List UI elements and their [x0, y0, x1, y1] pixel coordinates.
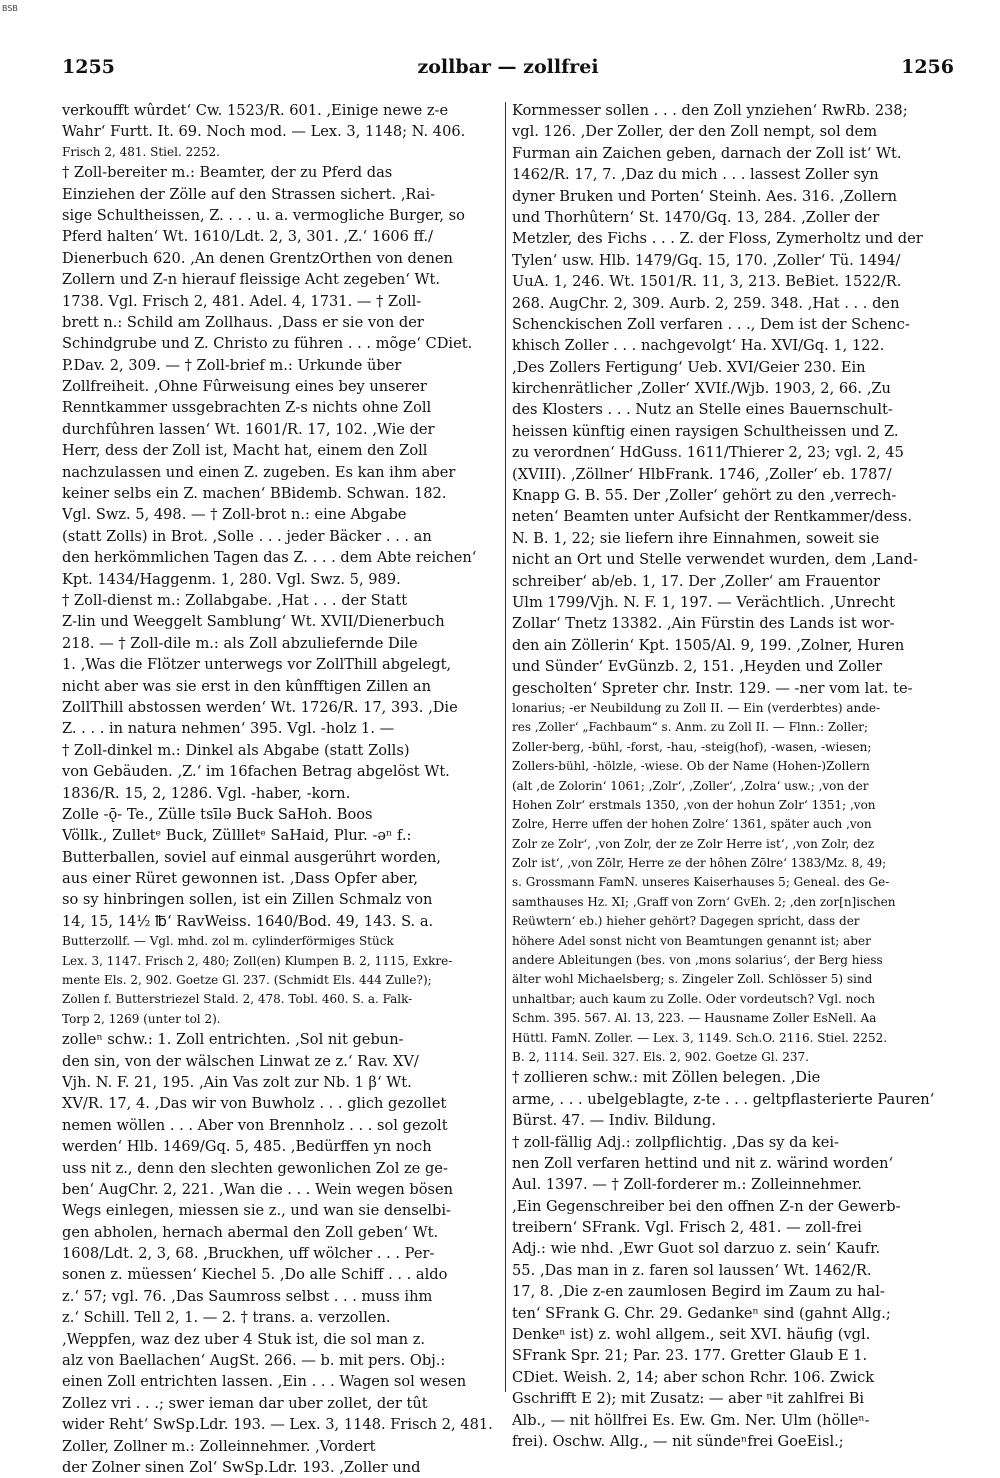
text-line: Gschrifft E 2); mit Zusatz: — aber ⁿit zahlfrei Bi — [512, 1390, 865, 1408]
text-line: neten‘ Beamten unter Aufsicht der Rentkammer/dess. — [512, 508, 912, 526]
text-line: Zolr ist‘, ‚von Zōlr, Herre ze der hôhen Zōlre‘ 1383/Mz. 8, 49; — [512, 856, 887, 871]
text-line: † Zoll-dinkel m.: Dinkel als Abgabe (statt Zolls) — [62, 741, 410, 759]
text-line: zolleⁿ schw.: 1. Zoll entrichten. ‚Sol nit gebun- — [62, 1031, 404, 1049]
page-header — [62, 56, 954, 84]
text-line: Zollen f. Butterstriezel Stald. 2, 478. Tobl. 460. S. a. Falk- — [62, 992, 413, 1007]
text-line: Dienerbuch 620. ‚An denen GrentzOrthen von denen — [62, 249, 453, 267]
text-line: (XVIII). ‚Zöllner‘ HlbFrank. 1746, ‚Zoller‘ eb. 1787/ — [512, 465, 892, 483]
text-line: schreiber‘ ab/eb. 1, 17. Der ‚Zoller‘ am Frauentor — [512, 572, 880, 590]
text-line: Zollar‘ Tnetz 13382. ‚Ain Fürstin des Lands ist wor- — [512, 615, 895, 633]
text-line: einen Zoll entrichten lassen. ‚Ein . . . Wagen sol wesen — [62, 1373, 467, 1391]
text-line: unhaltbar; auch kaum zu Zolle. Oder vordeutsch? Vgl. noch — [512, 991, 876, 1006]
text-line: der Zolner sinen Zol‘ SwSp.Ldr. 193. ‚Zoller und — [62, 1459, 421, 1476]
text-line: ‚Ein Gegenschreiber bei den offnen Z-n der Gewerb- — [512, 1197, 901, 1215]
text-line: Metzler, des Fichs . . . Z. der Floss, Zymerholtz und der — [512, 230, 923, 248]
text-line: treibern‘ SFrank. Vgl. Frisch 2, 481. — zoll-frei — [512, 1219, 862, 1237]
text-line: Zolr ze Zolr‘, ‚von Zolr, der ze Zolr Herre ist‘, ‚von Zolr, dez — [512, 836, 875, 851]
text-line: vgl. 126. ‚Der Zoller, der den Zoll nempt, sol dem — [512, 123, 878, 141]
text-line: arme, . . . ubelgeblagte, z-te . . . geltpflasterierte Pauren‘ — [512, 1090, 935, 1108]
text-line: Butterballen, soviel auf einmal ausgerührt worden, — [62, 848, 442, 866]
text-line: Zoller-berg, -bühl, -forst, -hau, -steig(hof), -wasen, -wiesen; — [512, 739, 872, 754]
text-line: Schindgrube und Z. Christo zu führen . . . mõge‘ CDiet. — [62, 335, 473, 353]
text-line: Renntkammer ussgebrachten Z-s nichts ohne Zoll — [62, 399, 432, 417]
text-line: den ain Zöllerin‘ Kpt. 1505/Al. 9, 199. ‚Zolner, Huren — [512, 636, 905, 654]
text-line: 17, 8. ‚Die z-en zaumlosen Begird im Zaum zu hal- — [512, 1283, 885, 1301]
text-line: Pferd halten‘ Wt. 1610/Ldt. 2, 3, 301. ‚Z.‘ 1606 ff./ — [62, 228, 434, 246]
text-line: wider Reht‘ SwSp.Ldr. 193. — Lex. 3, 1148. Frisch 2, 481. — [62, 1416, 493, 1434]
text-line: älter wohl Michaelsberg; s. Zingeler Zoll. Schlösser 5) sind — [512, 972, 873, 987]
text-line: des Klosters . . . Nutz an Stelle eines Bauernschult- — [512, 401, 893, 419]
text-line: Butterzollf. — Vgl. mhd. zol m. cylinderförmiges Stück — [62, 934, 394, 949]
text-line: durchfûhren lassen‘ Wt. 1601/R. 17, 102. ‚Wie der — [62, 420, 435, 438]
text-line: den sin, von der wälschen Linwat ze z.‘ Rav. XV/ — [62, 1052, 419, 1070]
text-line: Adj.: wie nhd. ‚Ewr Guot sol darzuo z. sein‘ Kaufr. — [512, 1240, 881, 1258]
text-line: s. Grossmann FamN. unseres Kaiserhauses 5; Geneal. des Ge- — [512, 875, 890, 890]
text-line: gen abholen, hernach abermal den Zoll geben‘ Wt. — [62, 1223, 439, 1241]
text-line: Bürst. 47. — Indiv. Bildung. — [512, 1112, 716, 1130]
text-line: SFrank Spr. 21; Par. 23. 177. Gretter Glaub E 1. — [512, 1347, 868, 1365]
text-line: 218. — † Zoll-dile m.: als Zoll abzuliefernde Dile — [62, 634, 418, 652]
text-line: ‚Des Zollers Fertigung‘ Ueb. XVI/Geier 230. Ein — [512, 358, 866, 376]
text-line: 1462/R. 17, 7. ‚Daz du mich . . . lassest Zoller syn — [512, 166, 879, 184]
column-divider — [505, 102, 506, 1392]
page-number-right: 1256 — [901, 56, 954, 78]
text-line: ben‘ AugChr. 2, 221. ‚Wan die . . . Wein wegen bösen — [62, 1180, 454, 1198]
text-line: Vjh. N. F. 21, 195. ‚Ain Vas zolt zur Nb. 1 β‘ Wt. — [62, 1073, 412, 1091]
text-line: Aul. 1397. — † Zoll-forderer m.: Zolleinnehmer. — [512, 1176, 862, 1194]
text-line: brett n.: Schild am Zollhaus. ‚Dass er sie von der — [62, 313, 424, 331]
text-line: nemen wöllen . . . Aber von Brennholz . . . sol gezolt — [62, 1116, 448, 1134]
text-line: sonen z. müessen‘ Kiechel 5. ‚Do alle Schiff . . . aldo — [62, 1266, 448, 1284]
text-line: Alb., — nit höllfrei Es. Ew. Gm. Ner. Ulm (hölleⁿ- — [512, 1411, 870, 1429]
text-line: Z. . . . in natura nehmen‘ 395. Vgl. -holz 1. — — [62, 720, 395, 738]
text-line: res ‚Zoller‘ „Fachbaum“ s. Anm. zu Zoll II. — Flnn.: Zoller; — [512, 720, 868, 735]
text-line: Zollers-bühl, -hölzle, -wiese. Ob der Name (Hohen-)Zollern — [512, 759, 870, 774]
text-line: und Sünder‘ EvGünzb. 2, 151. ‚Heyden und Zoller — [512, 658, 883, 676]
text-line: 1836/R. 15, 2, 1286. Vgl. -haber, -korn. — [62, 784, 351, 802]
text-line: ZollThill abstossen werden‘ Wt. 1726/R. 17, 393. ‚Die — [62, 698, 458, 716]
text-line: lonarius; -er Neubildung zu Zoll II. — Ein (verderbtes) ande- — [512, 700, 881, 715]
text-line: † zoll-fällig Adj.: zollpflichtig. ‚Das sy da kei- — [512, 1133, 839, 1151]
text-line: Zoller, Zollner m.: Zolleinnehmer. ‚Vordert — [62, 1437, 376, 1455]
text-line: 1738. Vgl. Frisch 2, 481. Adel. 4, 1731. — † Zoll- — [62, 292, 422, 310]
text-line: kirchenrätlicher ‚Zoller‘ XVIf./Wjb. 1903, 2, 66. ‚Zu — [512, 380, 891, 398]
text-line: zu verordnen‘ HdGuss. 1611/Thierer 2, 23; vgl. 2, 45 — [512, 444, 904, 462]
text-line: z.‘ Schill. Tell 2, 1. — 2. † trans. a. verzollen. — [62, 1309, 391, 1327]
text-line: † Zoll-dienst m.: Zollabgabe. ‚Hat . . . der Statt — [62, 591, 408, 609]
text-line: dyner Bruken und Porten‘ Steinh. Aes. 316. ‚Zollern — [512, 187, 898, 205]
text-line: (alt ‚de Zolorin‘ 1061; ‚Zolr‘, ‚Zoller‘, ‚Zolra‘ usw.; ‚von der — [512, 778, 869, 793]
running-title: zollbar — zollfrei — [417, 56, 599, 78]
text-line: 55. ‚Das man in z. faren sol laussen‘ Wt. 1462/R. — [512, 1261, 872, 1279]
text-line: uss nit z., denn den slechten gewonlichen Zol ze ge- — [62, 1159, 448, 1177]
text-line: N. B. 1, 22; sie liefern ihre Einnahmen, soweit sie — [512, 529, 880, 547]
text-line: nachzulassen und einen Z. zugeben. Es kan ihm aber — [62, 463, 456, 481]
text-line: Lex. 3, 1147. Frisch 2, 480; Zoll(en) Klumpen B. 2, 1115, Exkre- — [62, 953, 453, 968]
text-line: Knapp G. B. 55. Der ‚Zoller‘ gehört zu den ‚verrech- — [512, 487, 897, 505]
text-line: Kornmesser sollen . . . den Zoll ynziehen‘ RwRb. 238; — [512, 102, 908, 119]
text-line: Zolle -ǭ- Te., Zülle tsīlə Buck SaHoh. Boos — [62, 805, 373, 823]
page-number-left: 1255 — [62, 56, 115, 78]
text-line: Furman ain Zaichen geben, darnach der Zoll ist‘ Wt. — [512, 144, 902, 162]
library-stamp: BSB — [2, 4, 18, 13]
text-line: Ulm 1799/Vjh. N. F. 1, 197. — Verächtlich. ‚Unrecht — [512, 593, 895, 611]
text-line: Zollez vri . . .; swer ieman dar uber zollet, der tût — [62, 1394, 428, 1412]
text-line: alz von Baellachen‘ AugSt. 266. — b. mit pers. Obj.: — [62, 1352, 446, 1370]
text-line: 268. AugChr. 2, 309. Aurb. 2, 259. 348. ‚Hat . . . den — [512, 294, 900, 312]
text-line: Reüwtern‘ eb.) hieher gehört? Dagegen spricht, dass der — [512, 914, 860, 929]
text-line: andere Ableitungen (bes. von ‚mons solarius‘, der Berg hiess — [512, 953, 883, 968]
text-line: Völlk., Zulletᵉ Buck, Züllletᵉ SaHaid, Plur. -ǝⁿ f.: — [62, 827, 412, 845]
text-line: den herkömmlichen Tagen das Z. . . . dem Abte reichen‘ — [62, 549, 477, 567]
text-line: 14, 15, 14½ ℔‘ RavWeiss. 1640/Bod. 49, 143. S. a. — [62, 912, 434, 930]
text-line: P.Dav. 2, 309. — † Zoll-brief m.: Urkunde über — [62, 356, 402, 374]
text-line: ten‘ SFrank G. Chr. 29. Gedankeⁿ sind (gahnt Allg.; — [512, 1304, 891, 1322]
text-line: Z-lin und Weeggelt Samblung‘ Wt. XVII/Dienerbuch — [62, 613, 445, 631]
text-line: Frisch 2, 481. Stiel. 2252. — [62, 144, 220, 159]
text-line: so sy hinbringen sollen, ist ein Zillen Schmalz von — [62, 891, 433, 909]
text-line: und Thorhûtern‘ St. 1470/Gq. 13, 284. ‚Zoller der — [512, 208, 880, 226]
text-line: aus einer Rüret gewonnen ist. ‚Dass Opfer aber, — [62, 870, 419, 888]
text-line: khisch Zoller . . . nachgevolgt‘ Ha. XVI/Gq. 1, 122. — [512, 337, 885, 355]
right-column — [512, 100, 952, 1452]
text-line: Zolre, Herre uffen der hohen Zolre‘ 1361, später auch ‚von — [512, 817, 872, 832]
text-line: Wahr‘ Furtt. It. 69. Noch mod. — Lex. 3, 1148; N. 406. — [62, 123, 466, 141]
text-line: samthauses Hz. XI; ‚Graff von Zorn‘ GvEh. 2; ‚den zor[n]ischen — [512, 894, 896, 909]
text-line: nicht an Ort und Stelle verwendet wurden, dem ‚Land- — [512, 551, 918, 569]
text-line: Tylen‘ usw. Hlb. 1479/Gq. 15, 170. ‚Zoller‘ Tü. 1494/ — [512, 251, 901, 269]
text-line: mente Els. 2, 902. Goetze Gl. 237. (Schmidt Els. 444 Zulle?); — [62, 973, 432, 988]
text-line: 1. ‚Was die Flötzer unterwegs vor ZollThill abgelegt, — [62, 656, 452, 674]
left-column — [62, 100, 502, 1478]
text-line: Wegs einlegen, miessen sie z., und wan sie denselbi- — [62, 1202, 451, 1220]
text-line: Kpt. 1434/Haggenm. 1, 280. Vgl. Swz. 5, 989. — [62, 570, 401, 588]
text-line: sige Schultheissen, Z. . . . u. a. vermogliche Burger, so — [62, 206, 465, 224]
text-line: (statt Zolls) in Brot. ‚Solle . . . jeder Bäcker . . . an — [62, 527, 432, 545]
text-line: ‚Weppfen, waz dez uber 4 Stuk ist, die sol man z. — [62, 1330, 426, 1348]
text-line: Hohen Zolr‘ erstmals 1350, ‚von der hohun Zolr‘ 1351; ‚von — [512, 797, 876, 812]
text-line: Zollfreiheit. ‚Ohne Fûrweisung eines bey unserer — [62, 378, 427, 396]
text-line: werden‘ Hlb. 1469/Gq. 5, 485. ‚Bedürffen yn noch — [62, 1138, 432, 1156]
text-line: Schm. 395. 567. Al. 13, 223. — Hausname Zoller EsNell. Aa — [512, 1011, 877, 1026]
text-line: Vgl. Swz. 5, 498. — † Zoll-brot n.: eine Abgabe — [62, 506, 407, 524]
text-line: frei). Oschw. Allg., — nit sündeⁿfrei GoeEisl.; — [512, 1433, 844, 1450]
text-line: Schenckischen Zoll verfaren . . ., Dem ist der Schenc- — [512, 315, 910, 333]
text-line: Torp 2, 1269 (unter tol 2). — [62, 1011, 221, 1026]
text-line: Einziehen der Zölle auf den Strassen sichert. ‚Rai- — [62, 185, 436, 203]
text-line: von Gebäuden. ‚Z.‘ im 16fachen Betrag abgelöst Wt. — [62, 763, 450, 781]
text-line: XV/R. 17, 4. ‚Das wir von Buwholz . . . glich gezollet — [62, 1095, 447, 1113]
text-line: † Zoll-bereiter m.: Beamter, der zu Pferd das — [62, 164, 393, 182]
text-line: höhere Adel sonst nicht von Beamtungen genannt ist; aber — [512, 933, 871, 948]
text-line: keiner selbs ein Z. machen‘ BBidemb. Schwan. 182. — [62, 485, 447, 503]
text-line: nicht aber was sie erst in den kûnfftigen Zillen an — [62, 677, 431, 695]
text-line: CDiet. Weish. 2, 14; aber schon Rchr. 106. Zwick — [512, 1368, 875, 1386]
text-line: † zollieren schw.: mit Zöllen belegen. ‚Die — [512, 1069, 821, 1087]
text-line: 1608/Ldt. 2, 3, 68. ‚Bruckhen, uff wölcher . . . Per- — [62, 1245, 435, 1263]
text-line: Hüttl. FamN. Zoller. — Lex. 3, 1149. Sch.O. 2116. Stiel. 2252. — [512, 1030, 888, 1045]
text-line: UuA. 1, 246. Wt. 1501/R. 11, 3, 213. BeBiet. 1522/R. — [512, 273, 902, 291]
text-line: heissen künftig einen raysigen Schultheissen und Z. — [512, 422, 899, 440]
text-line: Zollern und Z-n hierauf fleissige Acht zegeben‘ Wt. — [62, 271, 440, 289]
text-line: verkoufft wûrdet‘ Cw. 1523/R. 601. ‚Einige newe z-e — [62, 102, 449, 119]
text-line: z.‘ 57; vgl. 76. ‚Das Saumross selbst . . . muss ihm — [62, 1287, 433, 1305]
text-line: Herr, dess der Zoll ist, Macht hat, einem den Zoll — [62, 442, 428, 460]
text-line: Denkeⁿ ist) z. wohl allgem., seit XVI. häufig (vgl. — [512, 1326, 871, 1344]
text-line: B. 2, 1114. Seil. 327. Els. 2, 902. Goetze Gl. 237. — [512, 1049, 809, 1064]
text-line: gescholten‘ Spreter chr. Instr. 129. — -ner vom lat. te- — [512, 679, 913, 697]
text-line: nen Zoll verfaren hettind und nit z. wärind worden‘ — [512, 1154, 894, 1172]
